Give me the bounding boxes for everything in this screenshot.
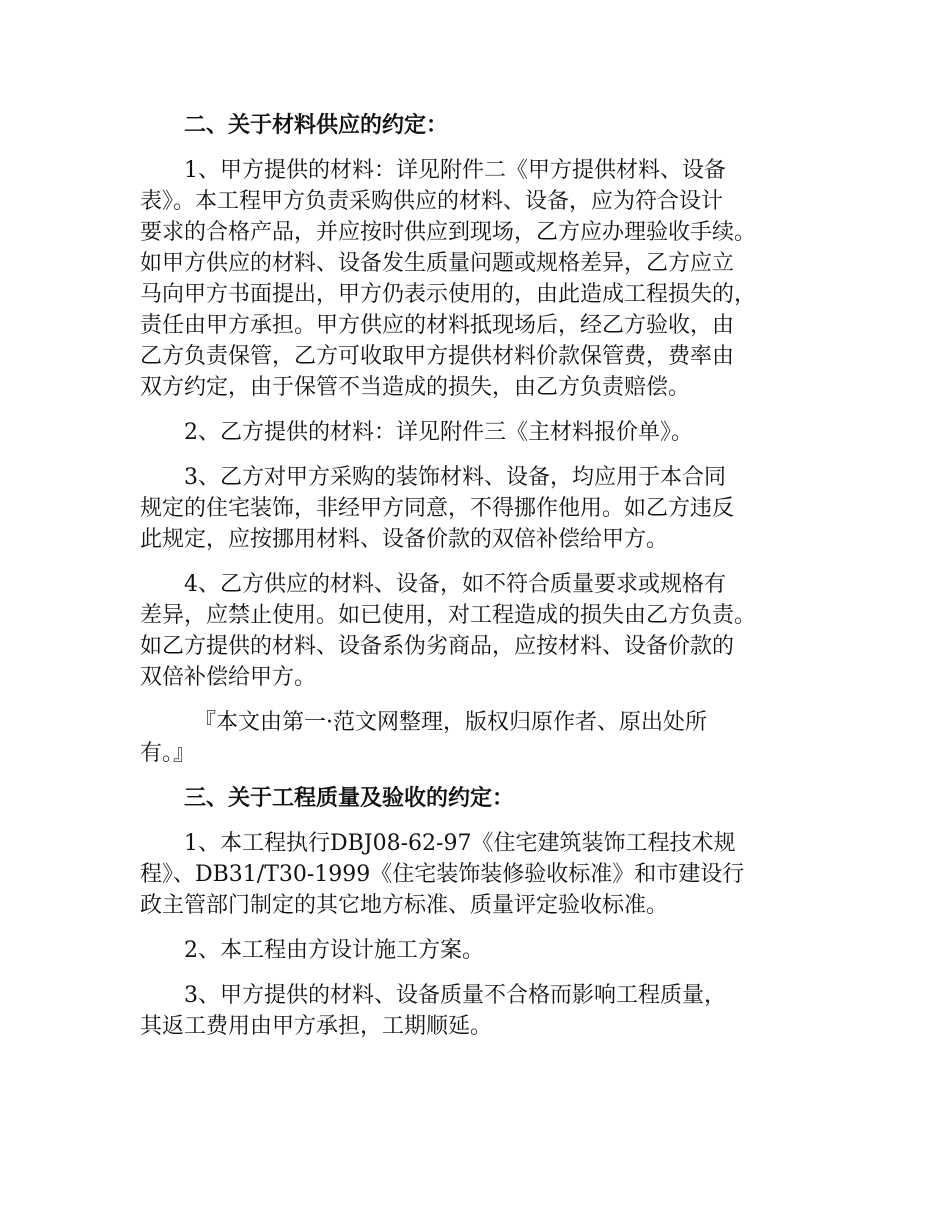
paragraph-line: 马向甲方书面提出，甲方仍表示使用的，由此造成工程损失的， [140, 282, 757, 307]
notice-line: 有。』 [140, 741, 196, 766]
paragraph-line: 程》、DB31/T30-1999《住宅装饰装修验收标准》和市建设行 [140, 862, 745, 887]
paragraph-line: 2、乙方提供的材料：详见附件三《主材料报价单》。 [184, 420, 693, 445]
paragraph-line: 双倍补偿给甲方。 [140, 665, 317, 690]
notice-line: 『本文由第一·范文网整理，版权归原作者、原出处所 [194, 710, 707, 735]
paragraph-quality-2 [140, 935, 830, 966]
paragraph-materials-4 [140, 569, 830, 693]
paragraph-quality-3 [140, 980, 830, 1042]
paragraph-line: 1、本工程执行DBJ08-62-97《住宅建筑装饰工程技术规 [184, 831, 736, 856]
source-notice [140, 707, 830, 769]
paragraph-line: 3、甲方提供的材料、设备质量不合格而影响工程质量， [184, 983, 726, 1008]
paragraph-line: 2、本工程由方设计施工方案。 [184, 938, 484, 963]
section-heading-materials: 二、关于材料供应的约定： [184, 113, 449, 138]
paragraph-line: 其返工费用由甲方承担，工期顺延。 [140, 1014, 493, 1039]
paragraph-line: 要求的合格产品，并应按时供应到现场，乙方应办理验收手续。 [140, 220, 757, 245]
document-body [140, 110, 830, 1056]
paragraph-line: 乙方负责保管，乙方可收取甲方提供材料价款保管费，费率由 [140, 344, 735, 369]
paragraph-materials-1 [140, 155, 830, 403]
paragraph-line: 政主管部门制定的其它地方标准、质量评定验收标准。 [140, 893, 669, 918]
paragraph-line: 规定的住宅装饰，非经甲方同意，不得挪作他用。如乙方违反 [140, 496, 735, 521]
paragraph-line: 如甲方供应的材料、设备发生质量问题或规格差异，乙方应立 [140, 251, 735, 276]
paragraph-line: 表》。本工程甲方负责采购供应的材料、设备，应为符合设计 [140, 189, 724, 214]
paragraph-line: 4、乙方供应的材料、设备，如不符合质量要求或规格有 [184, 572, 726, 597]
paragraph-line: 差异，应禁止使用。如已使用，对工程造成的损失由乙方负责。 [140, 603, 757, 628]
paragraph-materials-2 [140, 417, 830, 448]
paragraph-line: 3、乙方对甲方采购的装饰材料、设备，均应用于本合同 [184, 465, 726, 490]
paragraph-line: 责任由甲方承担。甲方供应的材料抵现场后，经乙方验收，由 [140, 313, 735, 338]
paragraph-materials-3 [140, 462, 830, 555]
section-heading-quality: 三、关于工程质量及验收的约定： [184, 786, 515, 811]
paragraph-line: 如乙方提供的材料、设备系伪劣商品，应按材料、设备价款的 [140, 634, 735, 659]
paragraph-quality-1 [140, 828, 830, 921]
paragraph-line: 此规定，应按挪用材料、设备价款的双倍补偿给甲方。 [140, 527, 669, 552]
paragraph-line: 双方约定，由于保管不当造成的损失，由乙方负责赔偿。 [140, 375, 691, 400]
paragraph-line: 1、甲方提供的材料：详见附件二《甲方提供材料、设备 [184, 158, 726, 183]
